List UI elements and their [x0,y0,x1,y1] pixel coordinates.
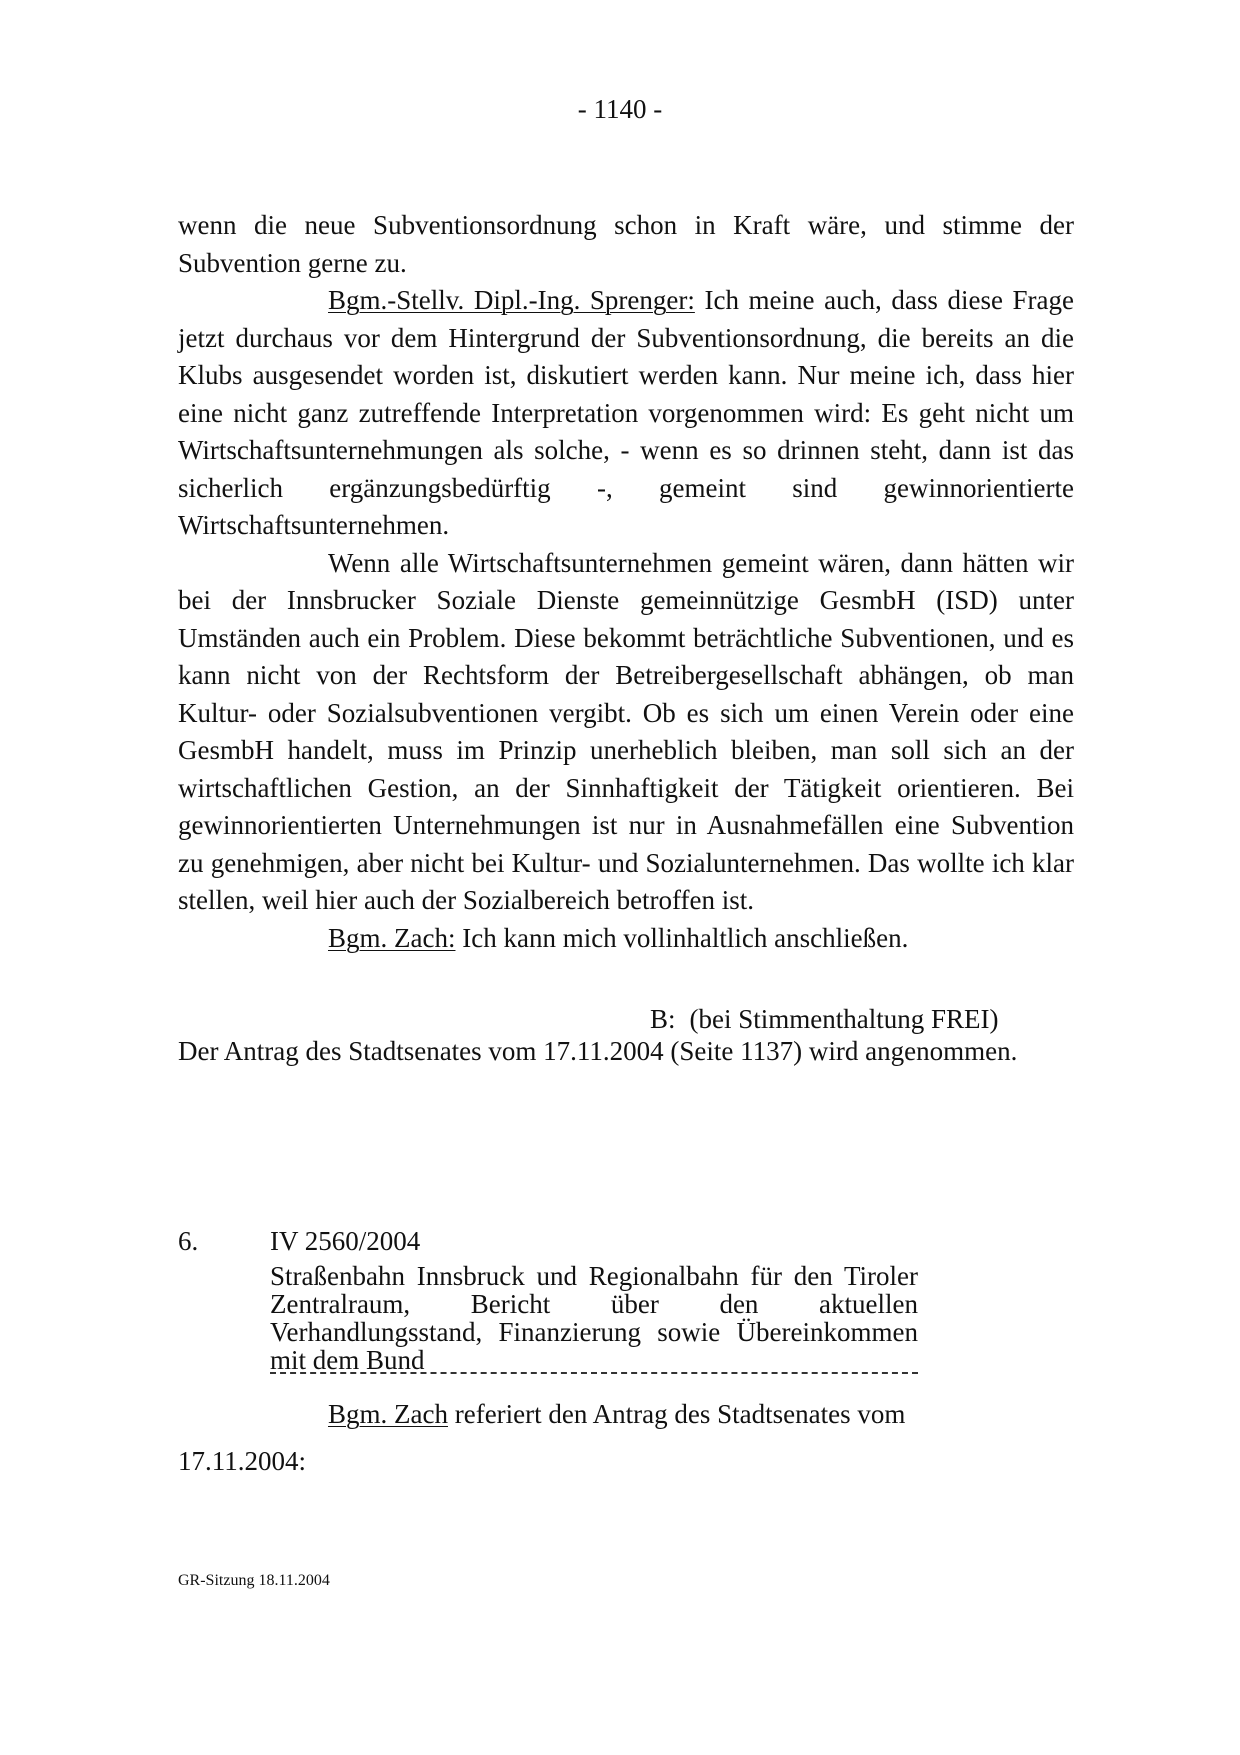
dashed-separator [270,1372,918,1384]
report-text: referiert den Antrag des Stadtsenates vom [454,1399,906,1429]
resolution-label: B: [650,1004,676,1034]
resolution-line [650,1001,999,1039]
speaker-name: Bgm.-Stellv. Dipl.-Ing. Sprenger: [328,285,695,315]
protocol-text-block [178,207,1074,957]
speaker-name: Bgm. Zach [328,1399,448,1429]
agenda-item-number: 6. [178,1226,199,1256]
speech-text: Ich kann mich vollinhaltlich anschließen. [462,922,909,953]
speech-sprenger [178,282,1074,545]
resolution-text: (bei Stimmenthaltung FREI) [689,1004,999,1034]
speech-text: Ich meine auch, dass diese Frage jetzt durchaus vor dem Hintergrund der Subventionsordnung, die bereits an die Klubs ausgesendet worden ist, diskutiert werden kann. Nur meine ich, dass hier eine nicht ganz zutreffende Interpretation vorgenommen wird: Es geht nicht um Wirtschaftsunternehmungen als solche, - wenn es so drinnen steht, dann ist das sicherlich ergänzungsbedürftig -, gemeint sind gewinnorientierte Wirtschaftsunternehmen. [178,285,1074,540]
speaker-name: Bgm. Zach: [328,922,456,953]
motion-result: Der Antrag des Stadtsenates vom 17.11.2004 (Seite 1137) wird angenommen. [178,1036,1018,1066]
agenda-item-description: Straßenbahn Innsbruck und Regionalbahn für den Tiroler Zentralraum, Bericht über den aktuellen Verhandlungsstand, Finanzierung sowie Übereinkommen mit dem Bund [270,1261,918,1375]
speech-zach [178,920,1074,958]
agenda-item-code: IV 2560/2004 [270,1226,421,1256]
report-date: 17.11.2004: [178,1446,306,1476]
page-footer: GR-Sitzung 18.11.2004 [178,1572,330,1589]
page-number: - 1140 - [577,94,663,124]
paragraph-continuation: wenn die neue Subventionsordnung schon in Kraft wäre, und stimme der Subvention gerne zu. [178,210,1074,278]
report-line [328,1396,905,1434]
paragraph-wenn: Wenn alle Wirtschaftsunternehmen gemeint wären, dann hätten wir bei der Innsbrucker Soziale Dienste gemeinnützige GesmbH (ISD) unter Umständen auch ein Problem. Diese bekommt beträchtliche Subventionen, und es kann nicht von der Rechtsform der Betreibergesellschaft abhängen, ob man Kultur- oder Sozialsubventionen vergibt. Ob es sich um einen Verein oder eine GesmbH handelt, muss im Prinzip unerheblich bleiben, man soll sich an der wirtschaftlichen Gestion, an der Sinnhaftigkeit der Tätigkeit orientieren. Bei gewinnorientierten Unternehmungen ist nur in Ausnahmefällen eine Subvention zu genehmigen, aber nicht bei Kultur- und Sozialunternehmen. Das wollte ich klar stellen, weil hier auch der Sozialbereich betroffen ist. [178,547,1074,915]
